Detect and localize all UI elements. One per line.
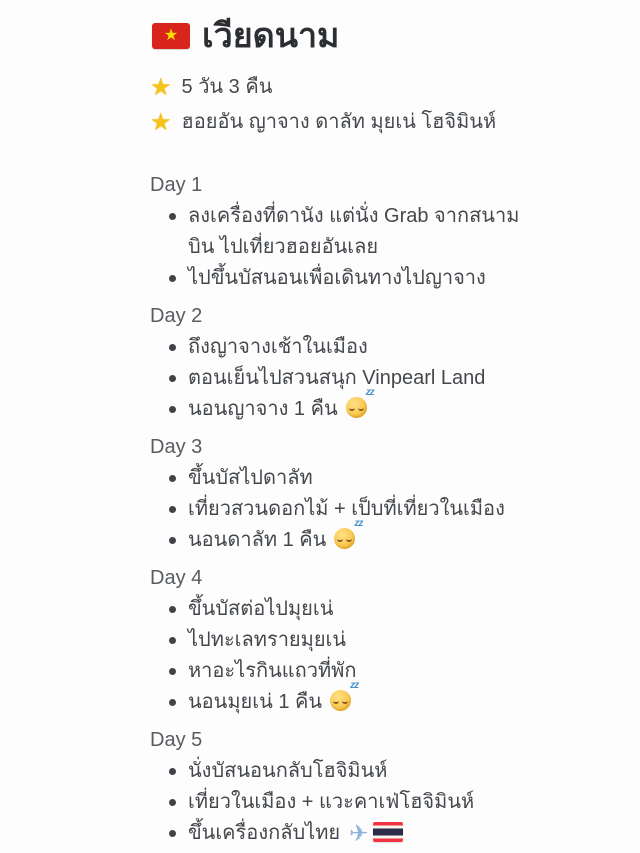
star-icon: ★ bbox=[150, 108, 172, 136]
page-title bbox=[152, 16, 522, 56]
day-items bbox=[150, 201, 522, 294]
sleep-zz-glyph: zz bbox=[354, 518, 363, 529]
page-title-text: เวียดนาม bbox=[202, 17, 340, 55]
sleeping-face-emoji bbox=[330, 680, 359, 711]
day-label: Day 1 bbox=[150, 174, 203, 196]
itinerary-item-text: นอนดาลัท 1 คืน bbox=[188, 529, 327, 551]
trip-meta-text: 5 วัน 3 คืน bbox=[181, 76, 273, 98]
trip-meta-text: ฮอยอัน ญาจาง ดาลัท มุยเน่ โฮจิมินห์ bbox=[181, 111, 497, 133]
itinerary-item bbox=[150, 787, 522, 818]
day-items bbox=[150, 332, 522, 425]
itinerary-item bbox=[150, 494, 522, 525]
itinerary-item-text: นั่งบัสนอนกลับโฮจิมินห์ bbox=[188, 760, 388, 782]
sleeping-face-emoji bbox=[346, 387, 374, 418]
day-section bbox=[150, 725, 522, 849]
itinerary-item bbox=[150, 625, 522, 656]
trip-meta bbox=[150, 70, 522, 140]
itinerary-item bbox=[150, 518, 522, 556]
day-section bbox=[150, 301, 522, 425]
day-label: Day 5 bbox=[150, 729, 203, 751]
itinerary-item-text: เที่ยวในเมือง + แวะคาเฟ่โฮจิมินห์ bbox=[188, 791, 475, 813]
vietnam-flag-icon bbox=[152, 23, 190, 49]
day-section bbox=[150, 170, 522, 294]
sleep-zz-glyph: zz bbox=[350, 680, 359, 691]
sleep-zz-glyph: zz bbox=[365, 387, 374, 398]
itinerary-item-text: ลงเครื่องที่ดานัง แต่นั่ง Grab จากสนามบิน ไปเที่ยวฮอยอันเลย bbox=[188, 205, 520, 258]
day-section bbox=[150, 432, 522, 556]
itinerary-item bbox=[150, 680, 522, 718]
itinerary bbox=[150, 170, 522, 849]
trip-meta-line bbox=[150, 105, 522, 140]
day-items bbox=[150, 463, 522, 556]
itinerary-item-text: นอนญาจาง 1 คืน bbox=[188, 398, 338, 420]
day-label: Day 3 bbox=[150, 436, 203, 458]
itinerary-item-text: ขึ้นบัสต่อไปมุยเน่ bbox=[188, 598, 334, 620]
day-label: Day 4 bbox=[150, 567, 203, 589]
itinerary-item-text: เที่ยวสวนดอกไม้ + เป็บที่เที่ยวในเมือง bbox=[188, 498, 505, 520]
itinerary-item bbox=[150, 263, 522, 294]
itinerary-item-text: หาอะไรกินแถวที่พัก bbox=[188, 660, 357, 682]
itinerary-item bbox=[150, 756, 522, 787]
star-icon: ★ bbox=[150, 73, 172, 101]
day-items bbox=[150, 594, 522, 718]
itinerary-item bbox=[150, 363, 522, 394]
itinerary-item bbox=[150, 201, 522, 263]
sleeping-face-emoji bbox=[334, 518, 363, 549]
itinerary-item-text: ไปขึ้นบัสนอนเพื่อเดินทางไปญาจาง bbox=[188, 267, 486, 289]
day-items bbox=[150, 756, 522, 849]
thai-flag-emoji bbox=[373, 822, 403, 842]
itinerary-item bbox=[150, 818, 522, 849]
itinerary-item-text: ขึ้นเครื่องกลับไทย bbox=[188, 822, 341, 844]
vietnam-flag-star-icon: ★ bbox=[163, 27, 179, 44]
itinerary-item-text: ขึ้นบัสไปดาลัท bbox=[188, 467, 313, 489]
itinerary-item-text: นอนมุยเน่ 1 คืน bbox=[188, 691, 323, 713]
airplane-emoji: ✈ bbox=[349, 820, 369, 846]
itinerary-item-text: ถึงญาจางเช้าในเมือง bbox=[188, 336, 368, 358]
itinerary-item bbox=[150, 332, 522, 363]
itinerary-item-text: ตอนเย็นไปสวนสนุก Vinpearl Land bbox=[188, 367, 486, 389]
itinerary-item bbox=[150, 387, 522, 425]
itinerary-item bbox=[150, 594, 522, 625]
trip-meta-line bbox=[150, 70, 522, 105]
day-section bbox=[150, 563, 522, 718]
itinerary-item bbox=[150, 656, 522, 687]
itinerary-item bbox=[150, 463, 522, 494]
itinerary-item-text: ไปทะเลทรายมุยเน่ bbox=[188, 629, 347, 651]
day-label: Day 2 bbox=[150, 305, 203, 327]
